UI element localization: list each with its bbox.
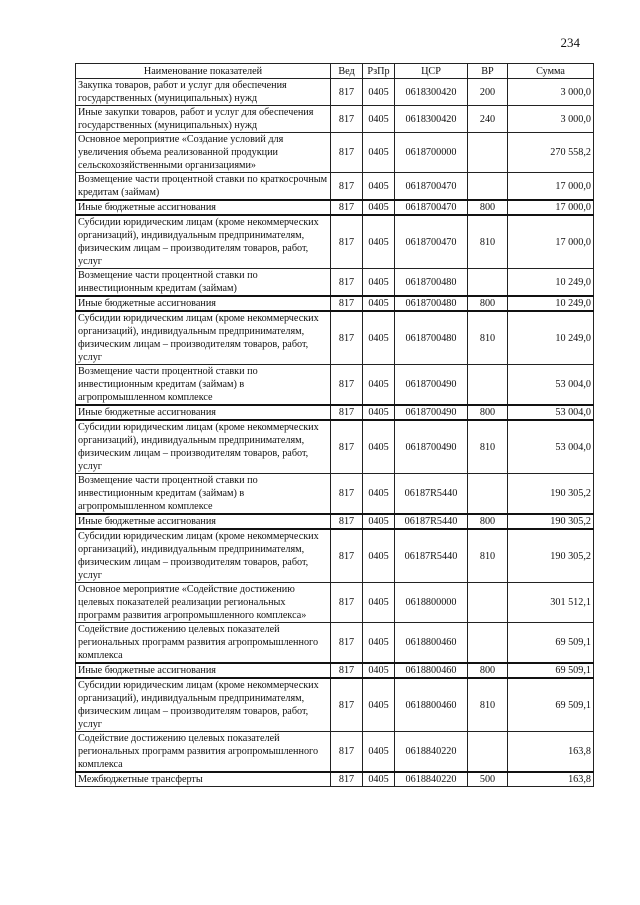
cell-ved: 817 <box>331 405 363 420</box>
cell-rzpr: 0405 <box>363 200 395 215</box>
cell-csr: 0618700480 <box>395 296 468 311</box>
cell-name: Иные бюджетные ассигнования <box>76 296 331 311</box>
cell-name: Закупка товаров, работ и услуг для обеспечения государственных (муниципальных) нужд <box>76 79 331 106</box>
cell-sum: 301 512,1 <box>508 583 594 623</box>
cell-vr <box>468 623 508 664</box>
cell-ved: 817 <box>331 173 363 201</box>
table-row <box>76 269 594 297</box>
cell-rzpr: 0405 <box>363 106 395 133</box>
cell-sum: 69 509,1 <box>508 623 594 664</box>
cell-sum: 53 004,0 <box>508 420 594 474</box>
header-vr: ВР <box>468 64 508 79</box>
cell-sum: 190 305,2 <box>508 514 594 529</box>
cell-sum: 17 000,0 <box>508 173 594 201</box>
header-rzpr: РзПр <box>363 64 395 79</box>
table-row <box>76 514 594 529</box>
cell-sum: 53 004,0 <box>508 405 594 420</box>
table-row <box>76 663 594 678</box>
cell-ved: 817 <box>331 623 363 664</box>
cell-ved: 817 <box>331 311 363 365</box>
cell-csr: 0618800460 <box>395 663 468 678</box>
cell-vr: 810 <box>468 215 508 269</box>
cell-sum: 190 305,2 <box>508 474 594 515</box>
cell-vr: 800 <box>468 663 508 678</box>
cell-name: Иные бюджетные ассигнования <box>76 200 331 215</box>
cell-rzpr: 0405 <box>363 623 395 664</box>
cell-rzpr: 0405 <box>363 311 395 365</box>
table-row <box>76 623 594 664</box>
cell-rzpr: 0405 <box>363 269 395 297</box>
cell-vr <box>468 173 508 201</box>
cell-ved: 817 <box>331 529 363 583</box>
table-row <box>76 474 594 515</box>
cell-name: Субсидии юридическим лицам (кроме некоммерческих организаций), индивидуальным предпринимателям, физическим лицам – производителям товаров, работ, услуг <box>76 678 331 732</box>
cell-csr: 0618300420 <box>395 106 468 133</box>
cell-vr <box>468 474 508 515</box>
cell-ved: 817 <box>331 678 363 732</box>
header-sum: Сумма <box>508 64 594 79</box>
cell-name: Субсидии юридическим лицам (кроме некоммерческих организаций), индивидуальным предпринимателям, физическим лицам – производителям товаров, работ, услуг <box>76 215 331 269</box>
table-row <box>76 311 594 365</box>
cell-name: Возмещение части процентной ставки по инвестиционным кредитам (займам) <box>76 269 331 297</box>
table-row <box>76 173 594 201</box>
cell-vr: 500 <box>468 772 508 787</box>
table-row <box>76 106 594 133</box>
table-row <box>76 678 594 732</box>
cell-sum: 163,8 <box>508 772 594 787</box>
cell-csr: 0618700470 <box>395 173 468 201</box>
cell-vr <box>468 732 508 773</box>
cell-rzpr: 0405 <box>363 772 395 787</box>
cell-sum: 163,8 <box>508 732 594 773</box>
table-row <box>76 79 594 106</box>
cell-csr: 06187R5440 <box>395 529 468 583</box>
cell-ved: 817 <box>331 200 363 215</box>
cell-name: Субсидии юридическим лицам (кроме некоммерческих организаций), индивидуальным предпринимателям, физическим лицам – производителям товаров, работ, услуг <box>76 420 331 474</box>
cell-csr: 0618840220 <box>395 772 468 787</box>
table-row <box>76 583 594 623</box>
cell-csr: 0618840220 <box>395 732 468 773</box>
cell-ved: 817 <box>331 732 363 773</box>
cell-rzpr: 0405 <box>363 365 395 406</box>
cell-rzpr: 0405 <box>363 420 395 474</box>
cell-name: Содействие достижению целевых показателей региональных программ развития агропромышленного комплекса <box>76 732 331 773</box>
cell-name: Межбюджетные трансферты <box>76 772 331 787</box>
table-row <box>76 420 594 474</box>
cell-vr: 800 <box>468 200 508 215</box>
cell-name: Субсидии юридическим лицам (кроме некоммерческих организаций), индивидуальным предпринимателям, физическим лицам – производителям товаров, работ, услуг <box>76 311 331 365</box>
cell-name: Субсидии юридическим лицам (кроме некоммерческих организаций), индивидуальным предпринимателям, физическим лицам – производителям товаров, работ, услуг <box>76 529 331 583</box>
cell-ved: 817 <box>331 215 363 269</box>
table-header-row <box>76 64 594 79</box>
cell-name: Иные бюджетные ассигнования <box>76 514 331 529</box>
cell-ved: 817 <box>331 583 363 623</box>
cell-vr: 800 <box>468 296 508 311</box>
cell-vr: 240 <box>468 106 508 133</box>
cell-name: Возмещение части процентной ставки по инвестиционным кредитам (займам) в агропромышленном комплексе <box>76 474 331 515</box>
cell-csr: 0618700480 <box>395 311 468 365</box>
cell-sum: 69 509,1 <box>508 663 594 678</box>
table-row <box>76 365 594 406</box>
cell-name: Основное мероприятие «Создание условий для увеличения объема реализованной продукции сельскохозяйственными организациями» <box>76 133 331 173</box>
cell-sum: 3 000,0 <box>508 106 594 133</box>
header-name: Наименование показателей <box>76 64 331 79</box>
cell-name: Иные бюджетные ассигнования <box>76 405 331 420</box>
table-row <box>76 296 594 311</box>
cell-rzpr: 0405 <box>363 663 395 678</box>
cell-ved: 817 <box>331 269 363 297</box>
cell-name: Иные закупки товаров, работ и услуг для обеспечения государственных (муниципальных) нужд <box>76 106 331 133</box>
cell-ved: 817 <box>331 106 363 133</box>
cell-sum: 190 305,2 <box>508 529 594 583</box>
cell-rzpr: 0405 <box>363 514 395 529</box>
page-number: 234 <box>560 35 580 50</box>
cell-rzpr: 0405 <box>363 173 395 201</box>
cell-csr: 0618800460 <box>395 678 468 732</box>
cell-csr: 0618300420 <box>395 79 468 106</box>
cell-name: Возмещение части процентной ставки по инвестиционным кредитам (займам) в агропромышленном комплексе <box>76 365 331 406</box>
cell-vr <box>468 583 508 623</box>
cell-csr: 0618700490 <box>395 420 468 474</box>
cell-rzpr: 0405 <box>363 215 395 269</box>
cell-csr: 0618700470 <box>395 200 468 215</box>
cell-csr: 0618700490 <box>395 405 468 420</box>
cell-vr: 800 <box>468 405 508 420</box>
budget-table <box>75 63 594 787</box>
cell-sum: 17 000,0 <box>508 200 594 215</box>
cell-sum: 3 000,0 <box>508 79 594 106</box>
cell-csr: 0618800460 <box>395 623 468 664</box>
table-row <box>76 732 594 773</box>
cell-sum: 10 249,0 <box>508 296 594 311</box>
cell-rzpr: 0405 <box>363 405 395 420</box>
cell-rzpr: 0405 <box>363 732 395 773</box>
cell-sum: 53 004,0 <box>508 365 594 406</box>
table-row <box>76 215 594 269</box>
cell-name: Иные бюджетные ассигнования <box>76 663 331 678</box>
cell-vr <box>468 133 508 173</box>
cell-rzpr: 0405 <box>363 678 395 732</box>
cell-rzpr: 0405 <box>363 474 395 515</box>
cell-name: Возмещение части процентной ставки по краткосрочным кредитам (займам) <box>76 173 331 201</box>
cell-vr: 810 <box>468 311 508 365</box>
cell-sum: 10 249,0 <box>508 269 594 297</box>
cell-name: Содействие достижению целевых показателей региональных программ развития агропромышленного комплекса <box>76 623 331 664</box>
cell-sum: 270 558,2 <box>508 133 594 173</box>
cell-sum: 10 249,0 <box>508 311 594 365</box>
cell-csr: 06187R5440 <box>395 514 468 529</box>
cell-rzpr: 0405 <box>363 529 395 583</box>
cell-rzpr: 0405 <box>363 583 395 623</box>
cell-csr: 0618700000 <box>395 133 468 173</box>
cell-ved: 817 <box>331 79 363 106</box>
cell-vr: 810 <box>468 529 508 583</box>
cell-vr: 200 <box>468 79 508 106</box>
cell-ved: 817 <box>331 365 363 406</box>
cell-csr: 06187R5440 <box>395 474 468 515</box>
cell-csr: 0618800000 <box>395 583 468 623</box>
cell-ved: 817 <box>331 474 363 515</box>
cell-sum: 17 000,0 <box>508 215 594 269</box>
cell-vr: 810 <box>468 420 508 474</box>
cell-vr <box>468 269 508 297</box>
cell-vr <box>468 365 508 406</box>
cell-name: Основное мероприятие «Содействие достижению целевых показателей реализации региональных программ развития агропромышленного комплекса» <box>76 583 331 623</box>
cell-rzpr: 0405 <box>363 296 395 311</box>
cell-csr: 0618700470 <box>395 215 468 269</box>
cell-csr: 0618700490 <box>395 365 468 406</box>
header-ved: Вед <box>331 64 363 79</box>
cell-ved: 817 <box>331 772 363 787</box>
table-row <box>76 200 594 215</box>
cell-ved: 817 <box>331 514 363 529</box>
cell-ved: 817 <box>331 133 363 173</box>
cell-sum: 69 509,1 <box>508 678 594 732</box>
table-row <box>76 529 594 583</box>
cell-vr: 800 <box>468 514 508 529</box>
table-row <box>76 133 594 173</box>
table-row <box>76 405 594 420</box>
cell-ved: 817 <box>331 296 363 311</box>
cell-ved: 817 <box>331 420 363 474</box>
cell-csr: 0618700480 <box>395 269 468 297</box>
cell-rzpr: 0405 <box>363 133 395 173</box>
cell-rzpr: 0405 <box>363 79 395 106</box>
cell-vr: 810 <box>468 678 508 732</box>
cell-ved: 817 <box>331 663 363 678</box>
table-row <box>76 772 594 787</box>
header-csr: ЦСР <box>395 64 468 79</box>
